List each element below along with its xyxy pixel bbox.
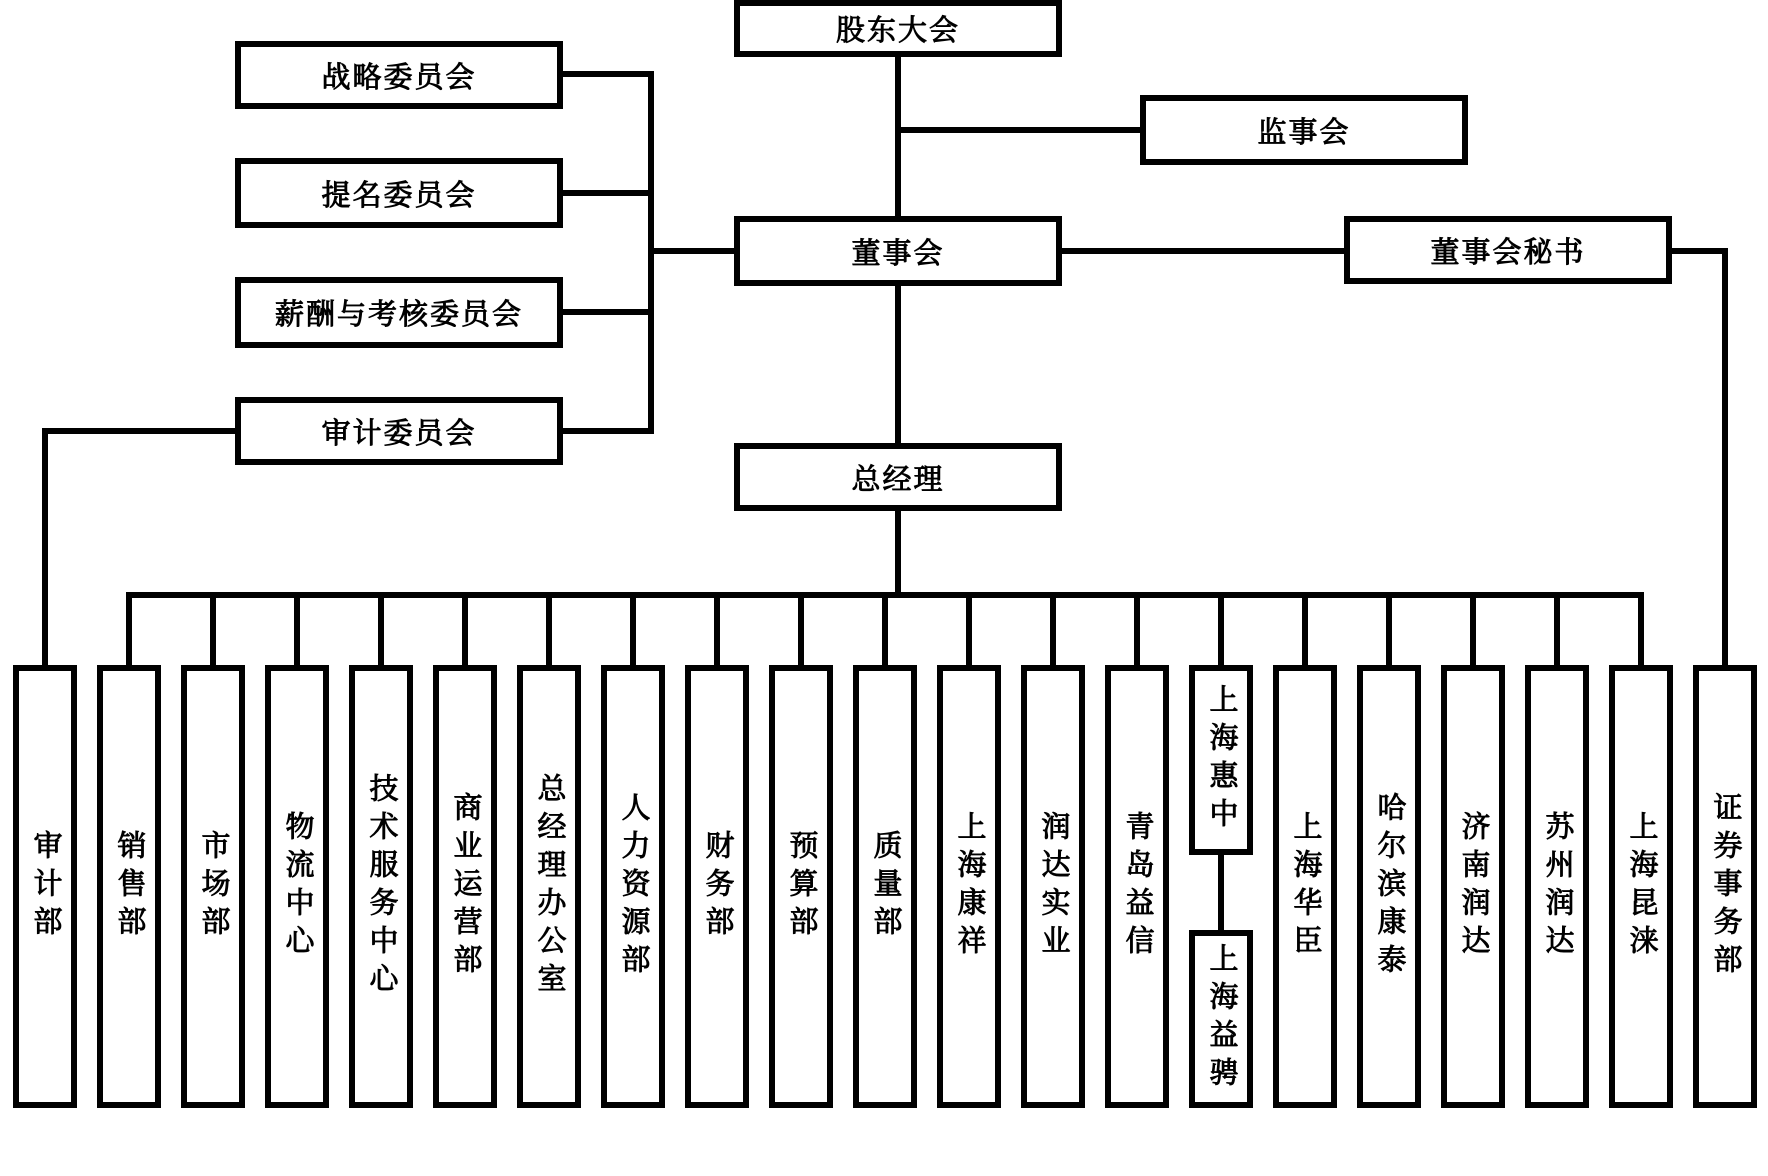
dept-label: 润达实业 [1037, 810, 1070, 963]
dept-riser [1470, 592, 1476, 665]
node-strategy-committee [235, 41, 563, 109]
dept-box-marketing-dept [181, 665, 245, 1108]
dept-label: 预算部 [785, 829, 818, 944]
dept-label: 上海华臣 [1289, 810, 1322, 963]
dept-label: 济南润达 [1457, 810, 1490, 963]
dept-label: 上海益骋 [1205, 943, 1238, 1095]
dept-label: 销售部 [113, 829, 146, 944]
dept-box-technical-service-center [349, 665, 413, 1108]
dept-box-gm-office [517, 665, 581, 1108]
edge-huizhong-yicheng [1218, 853, 1224, 933]
node-supervisory-board [1140, 95, 1468, 165]
dept-riser [798, 592, 804, 665]
dept-box-commercial-operations-dept [433, 665, 497, 1108]
node-label: 审计委员会 [321, 417, 477, 450]
edge-gm-distributor [895, 509, 901, 598]
dept-label: 审计部 [29, 829, 62, 944]
node-label: 董事会 [851, 237, 945, 270]
dept-riser [378, 592, 384, 665]
edge-auditcommittee-auditdept-vertical [42, 428, 48, 665]
node-audit-committee [235, 397, 563, 465]
dept-label: 物流中心 [281, 810, 314, 963]
dept-label: 上海惠中 [1205, 684, 1238, 836]
dept-box-harbin-kangtai [1357, 665, 1421, 1108]
node-label: 薪酬与考核委员会 [274, 299, 523, 331]
node-label: 董事会秘书 [1430, 236, 1586, 269]
dept-box-logistics-center [265, 665, 329, 1108]
dept-label: 财务部 [701, 829, 734, 944]
edge-supervisory [895, 127, 1146, 133]
node-board-secretary [1344, 216, 1672, 284]
dept-label: 证券事务部 [1709, 791, 1742, 982]
node-board-of-directors [734, 216, 1062, 286]
dept-label: 苏州润达 [1541, 810, 1574, 963]
dept-riser [1218, 592, 1224, 665]
node-compensation-committee [235, 277, 563, 348]
edge-secretary-securities-horizontal [1670, 248, 1728, 254]
dept-box-budget-dept [769, 665, 833, 1108]
node-label: 总经理 [851, 463, 945, 496]
dept-box-sales-dept [97, 665, 161, 1108]
dept-label: 质量部 [869, 829, 902, 944]
dept-riser [630, 592, 636, 665]
edge-strategy-bus [561, 71, 651, 77]
dept-riser [1050, 592, 1056, 665]
dept-label: 上海昆涞 [1625, 810, 1658, 963]
node-label: 监事会 [1257, 116, 1351, 149]
edge-shareholders-board [895, 55, 901, 218]
dept-label: 商业运营部 [449, 791, 482, 982]
dept-riser [1302, 592, 1308, 665]
edge-compensation-bus [561, 309, 651, 315]
dept-box-shanghai-huizhong [1189, 665, 1253, 855]
dept-box-jinan-runda [1441, 665, 1505, 1108]
dept-riser [294, 592, 300, 665]
dept-box-suzhou-runda [1525, 665, 1589, 1108]
dept-box-shanghai-yicheng [1189, 930, 1253, 1108]
node-label: 提名委员会 [321, 179, 477, 212]
edge-auditcommittee-auditdept-horizontal [42, 428, 237, 434]
edge-audit-bus [561, 428, 651, 434]
dept-riser [126, 592, 132, 665]
dept-riser [882, 592, 888, 665]
dept-box-hr-dept [601, 665, 665, 1108]
dept-box-shanghai-huachen [1273, 665, 1337, 1108]
dept-riser [966, 592, 972, 665]
edge-bus-board [648, 248, 736, 254]
dept-riser [1386, 592, 1392, 665]
dept-riser [210, 592, 216, 665]
edge-secretary-securities-vertical [1722, 248, 1728, 665]
dept-riser [462, 592, 468, 665]
node-label: 战略委员会 [321, 61, 477, 94]
dept-box-shanghai-kangxiang [937, 665, 1001, 1108]
dept-riser [1638, 592, 1644, 665]
dept-label: 人力资源部 [617, 791, 650, 982]
dept-box-qingdao-yixin [1105, 665, 1169, 1108]
dept-box-quality-dept [853, 665, 917, 1108]
node-label: 股东大会 [835, 15, 960, 47]
dept-label: 上海康祥 [953, 810, 986, 963]
dept-label: 哈尔滨康泰 [1373, 791, 1406, 982]
dept-label: 技术服务中心 [365, 772, 398, 1001]
dept-box-securities-affairs-dept [1693, 665, 1757, 1108]
edge-board-secretary [1060, 248, 1348, 254]
dept-label: 青岛益信 [1121, 810, 1154, 963]
dept-box-shanghai-kunlai [1609, 665, 1673, 1108]
node-nomination-committee [235, 158, 563, 228]
dept-box-finance-dept [685, 665, 749, 1108]
node-general-manager [734, 443, 1062, 511]
dept-label: 总经理办公室 [533, 772, 566, 1001]
edge-board-gm [895, 284, 901, 445]
dept-label: 市场部 [197, 829, 230, 944]
node-shareholders-meeting [734, 0, 1062, 57]
dept-box-audit-dept [13, 665, 77, 1108]
dept-riser [546, 592, 552, 665]
dept-riser [714, 592, 720, 665]
dept-riser [1134, 592, 1140, 665]
dept-riser [1554, 592, 1560, 665]
dept-box-runda-industrial [1021, 665, 1085, 1108]
edge-nomination-bus [561, 190, 651, 196]
